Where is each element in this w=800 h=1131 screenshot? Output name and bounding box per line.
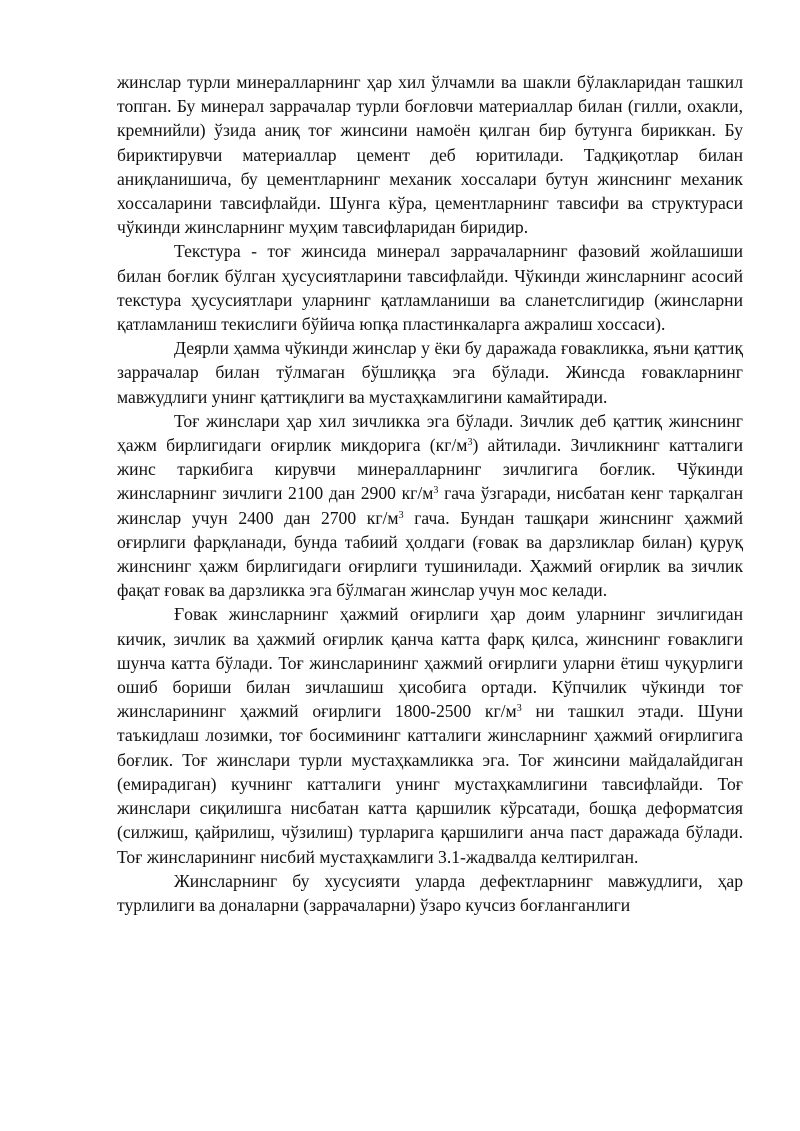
cubic-superscript: 3: [516, 703, 522, 715]
volume-weight-text-2: ни ташкил этади. Шуни таъкидлаш лозимки, тоғ босимининг катталиги жинсларнинг ҳажмий оғирлигига боғлик. Тоғ жинслари турли мустаҳкамликка эга. Тоғ жинсини майдалайдиган (емирадиган) кучнинг катталиги унинг мустаҳкамлигини тавсифлайди. Тоғ жинслари сиқилишга нисбатан катта қаршилик кўрсатади, бошқа деформатсия (силжиш, қайрилиш, чўзилиш) турларига қаршилиги анча паст даражада бўлади. Тоғ жинсларининг нисбий мустаҳкамлиги 3.1-жадвалда келтирилган.: [117, 701, 743, 867]
density-text-3: гача ўзгаради, нисбатан кенг тарқалган жинслар учун 2400 дан 2700 кг/м: [117, 483, 743, 528]
paragraph-volume-weight: [117, 602, 743, 868]
document-page: [117, 70, 743, 917]
paragraph-texture: Текстура - тоғ жинсида минерал заррачаларнинг фазовий жойлашиши билан боғлик бўлган ҳусусиятларини тавсифлайди. Чўкинди жинсларнинг асосий текстура ҳусусиятлари уларнинг қатламланиши ва сланетслигидир (жинсларни қатламланиш текислиги бўйича юпқа пластинкаларга ажралиш хоссаси).: [117, 241, 743, 335]
paragraph-defects: Жинсларнинг бу хусусияти уларда дефектларнинг мавжудлиги, ҳар турлилиги ва доналарни (заррачаларни) ўзаро кучсиз боғланганлиги: [117, 870, 743, 915]
paragraph-cement: жинслар турли минералларнинг ҳар хил ўлчамли ва шакли бўлакларидан ташкил топган. Бу минерал заррачалар турли боғловчи материаллар билан (гилли, охакли, кремнийли) ўзида аниқ тоғ жинсини намоён қилган бир бутунга бириккан. Бу бириктирувчи материаллар цемент деб юритилади. Тадқиқотлар билан аниқланишича, бу цементларнинг механик хоссалари бутун жинснинг механик хоссаларини тавсифлайди. Шунга кўра, цементларнинг тавсифи ва структураси чўкинди жинсларнинг муҳим тавсифларидан биридир.: [117, 72, 743, 238]
paragraph-density: [117, 409, 743, 603]
cubic-superscript: 3: [433, 485, 439, 497]
volume-weight-text-1: Ғовак жинсларнинг ҳажмий оғирлиги ҳар доим уларнинг зичлигидан кичик, зичлик ва ҳажмий оғирлик қанча катта фарқ қилса, жинснинг ғоваклиги шунча катта бўлади. Тоғ жинсларининг ҳажмий оғирлиги уларни ётиш чуқурлиги ошиб бориши билан зичлашиш ҳисобига ортади. Кўпчилик чўкинди тоғ жинсларининг ҳажмий оғирлиги 1800-2500 кг/м: [117, 604, 743, 722]
paragraph-porosity: Деярли ҳамма чўкинди жинслар у ёки бу даражада ғовакликка, яъни қаттиқ заррачалар билан тўлмаган бўшлиққа эга бўлади. Жинсда ғовакларнинг мавжудлиги унинг қаттиқлиги ва мустаҳкамлигини камайтиради.: [117, 338, 743, 407]
density-text-2: ) айтилади. Зичликнинг катталиги жинс таркибига кирувчи минералларнинг зичлигига боғлик. Чўкинди жинсларнинг зичлиги 2100 дан 2900 кг/м: [117, 435, 743, 504]
cubic-superscript: 3: [467, 437, 473, 449]
cubic-superscript: 3: [398, 509, 404, 521]
density-text-1: Тоғ жинслари ҳар хил зичликка эга бўлади. Зичлик деб қаттиқ жинснинг ҳажм бирлигидаги оғирлик микдорига (кг/м: [117, 410, 743, 456]
density-text-4: гача. Бундан ташқари жинснинг ҳажмий оғирлиги фарқланади, бунда табиий ҳолдаги (ғовак ва дарзликлар билан) қуруқ жинснинг ҳажм бирлигидаги оғирлиги тушинилади. Ҳажмий оғирлик ва зичлик фақат ғовак ва дарзликка эга бўлмаган жинслар учун мос келади.: [117, 507, 744, 601]
